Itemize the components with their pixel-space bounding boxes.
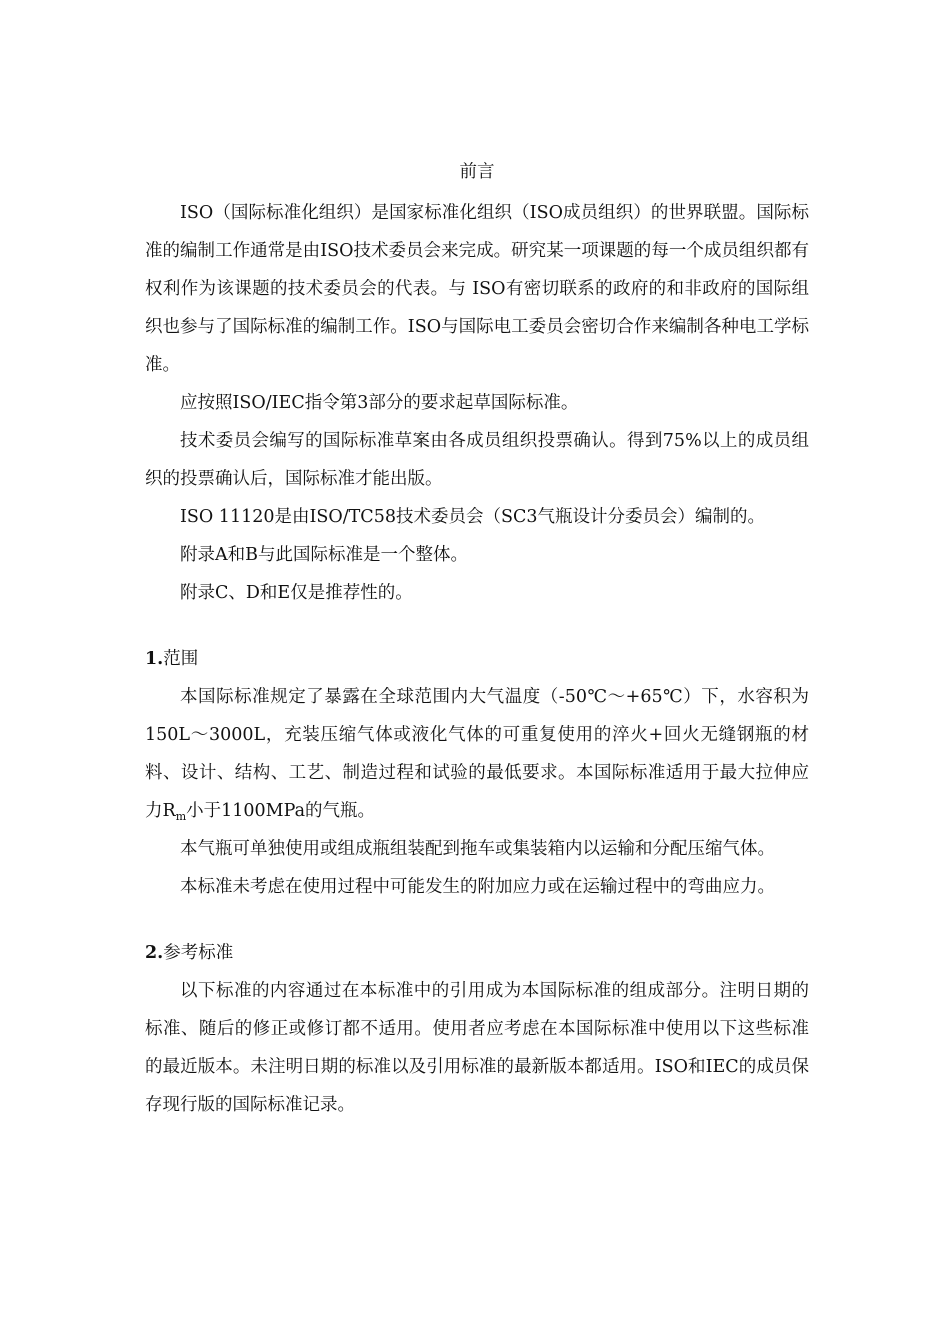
rm-subscript: m xyxy=(175,810,187,823)
foreword-paragraph-2: 应按照ISO/IEC指令第3部分的要求起草国际标准。 xyxy=(180,393,579,413)
section-2-number: 2. xyxy=(145,943,164,963)
section-1-paragraph-1 xyxy=(145,678,809,830)
section-2-title: 参考标准 xyxy=(163,943,234,963)
section-1-number: 1. xyxy=(145,649,164,669)
section-1-heading xyxy=(145,640,809,678)
section-2-paragraph-1: 以下标准的内容通过在本标准中的引用成为本国际标准的组成部分。注明日期的标准、随后的修正或修订都不适用。使用者应考虑在本国际标准中使用以下这些标准的最近版本。未注明日期的标准以及引用标准的最新版本都适用。ISO和IEC的成员保存现行版的国际标准记录。 xyxy=(145,981,809,1115)
foreword-paragraph-4: ISO 11120是由ISO/TC58技术委员会（SC3气瓶设计分委员会）编制的。 xyxy=(180,507,765,527)
section-1-paragraph-3: 本标准未考虑在使用过程中可能发生的附加应力或在运输过程中的弯曲应力。 xyxy=(180,877,775,897)
section-1-paragraph-1-text-a: 本国际标准规定了暴露在全球范围内大气温度（-50℃～+65℃）下，水容积为150L～3000L，充装压缩气体或液化气体的可重复使用的淬火+回火无缝钢瓶的材料、设计、结构、工艺、制造过程和试验的最低要求。本国际标准适用于最大拉伸应力R xyxy=(145,687,809,821)
section-1-title: 范围 xyxy=(163,649,199,669)
section-spacer xyxy=(145,906,809,934)
section-2-heading xyxy=(145,934,809,972)
foreword-title: 前言 xyxy=(459,162,495,182)
section-1-paragraph-2: 本气瓶可单独使用或组成瓶组装配到拖车或集装箱内以运输和分配压缩气体。 xyxy=(180,839,775,859)
document-page xyxy=(145,158,809,1124)
section-spacer xyxy=(145,612,809,640)
foreword-paragraph-3: 技术委员会编写的国际标准草案由各成员组织投票确认。得到75%以上的成员组织的投票确认后，国际标准才能出版。 xyxy=(145,431,809,489)
section-1-paragraph-1-text-b: 小于1100MPa的气瓶。 xyxy=(186,801,376,821)
foreword-paragraph-1: ISO（国际标准化组织）是国家标准化组织（ISO成员组织）的世界联盟。国际标准的编制工作通常是由ISO技术委员会来完成。研究某一项课题的每一个成员组织都有权利作为该课题的技术委员会的代表。与 ISO有密切联系的政府的和非政府的国际组织也参与了国际标准的编制工作。ISO与国际电工委员会密切合作来编制各种电工学标准。 xyxy=(145,203,809,375)
foreword-paragraph-6: 附录C、D和E仅是推荐性的。 xyxy=(180,583,413,603)
foreword-paragraph-5: 附录A和B与此国际标准是一个整体。 xyxy=(180,545,468,565)
